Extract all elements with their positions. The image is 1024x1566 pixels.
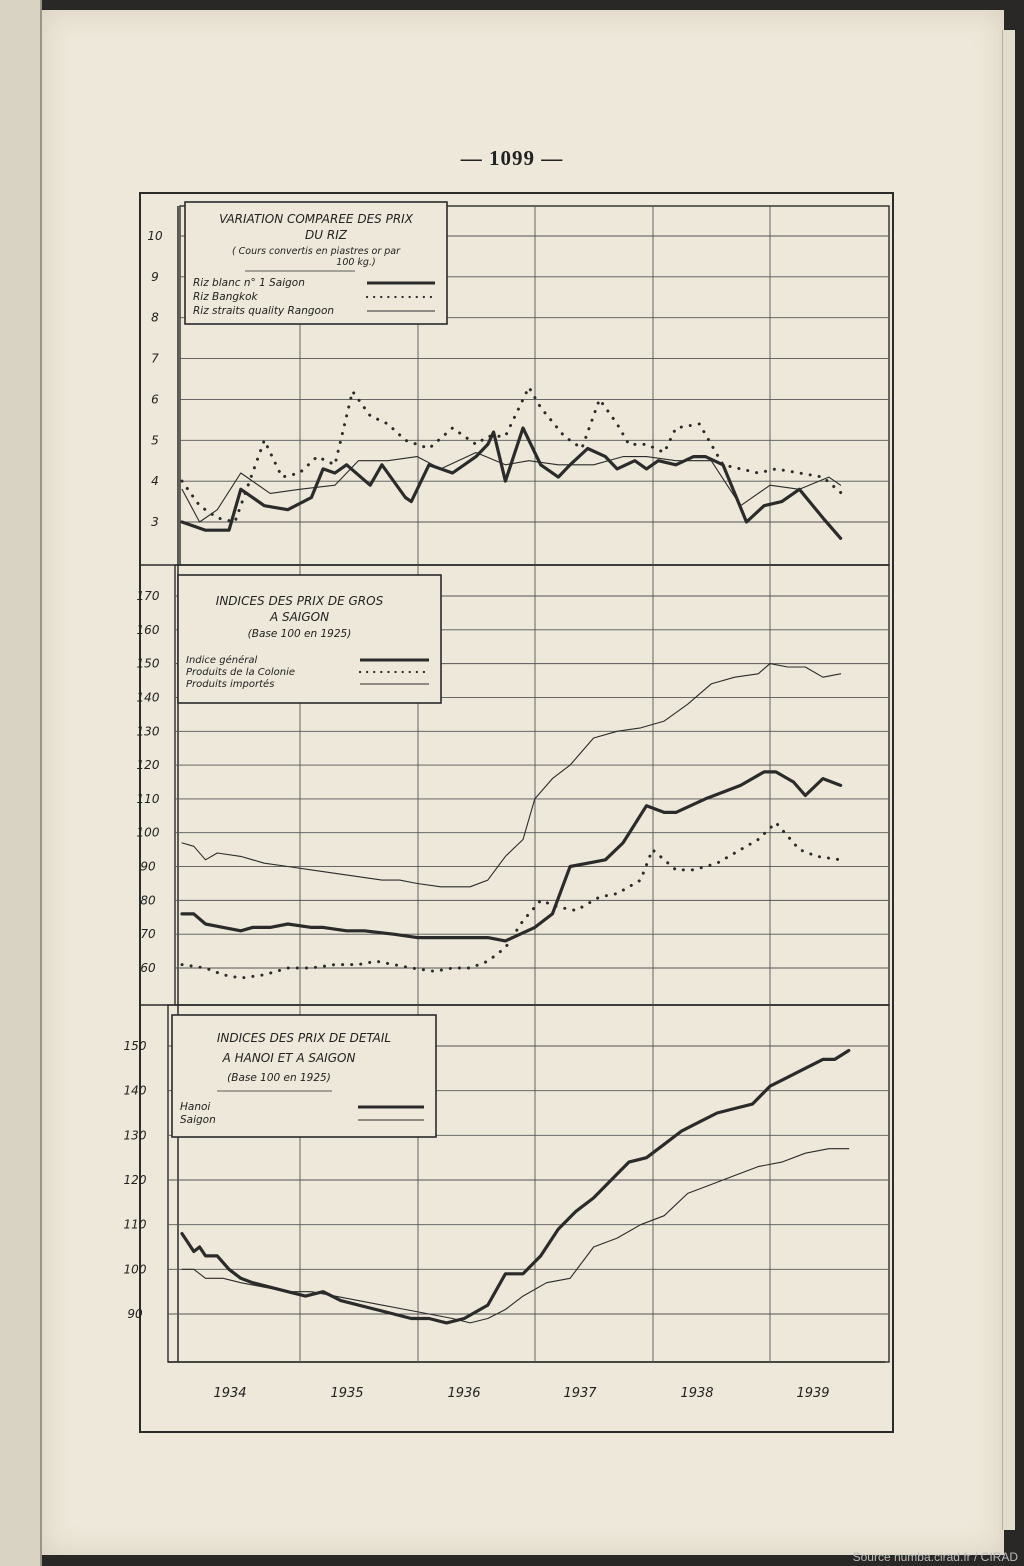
x-tick-label-1935: 1935: [330, 1386, 364, 1401]
legend-label: Hanoi: [180, 1101, 211, 1113]
chart-subtitle: ( Cours convertis en piastres or par: [231, 246, 401, 257]
y-tick-label: 120: [136, 758, 160, 773]
series-line-saigon: [182, 1149, 849, 1323]
y-tick-label: 90: [127, 1307, 143, 1321]
outer-frame: [140, 193, 893, 1432]
y-tick-label: 110: [123, 1217, 147, 1232]
y-tick-label: 140: [123, 1083, 147, 1098]
y-tick-label: 150: [136, 656, 160, 671]
x-tick-label-1938: 1938: [680, 1386, 714, 1401]
x-tick-label-1937: 1937: [563, 1386, 597, 1401]
chart-title: INDICES DES PRIX DE DETAIL: [216, 1031, 392, 1045]
y-tick-label: 110: [136, 791, 160, 806]
chart-subtitle: (Base 100 en 1925): [247, 628, 352, 640]
y-tick-label: 8: [151, 310, 159, 325]
legend-label: Produits de la Colonie: [186, 667, 296, 678]
y-tick-label: 5: [151, 433, 159, 448]
y-tick-label: 160: [136, 622, 160, 637]
y-tick-label: 4: [151, 474, 159, 489]
y-tick-label: 3: [151, 515, 159, 529]
chart-subtitle-line2: 100 kg.): [336, 257, 376, 268]
chart-title-line2: A HANOI ET A SAIGON: [222, 1051, 356, 1065]
chart-title: VARIATION COMPAREE DES PRIX: [219, 212, 413, 226]
chart-title: INDICES DES PRIX DE GROS: [215, 594, 384, 608]
y-tick-label: 9: [151, 269, 159, 284]
chart-title-line2: A SAIGON: [269, 610, 330, 624]
x-tick-label-1936: 1936: [447, 1386, 481, 1401]
y-tick-label: 6: [151, 392, 159, 407]
y-tick-label: 120: [123, 1173, 147, 1187]
y-tick-label: 7: [151, 351, 159, 366]
y-tick-label: 150: [123, 1039, 147, 1053]
y-tick-label: 90: [140, 859, 156, 874]
y-tick-label: 170: [136, 589, 160, 603]
chart-title-line2: DU RIZ: [305, 228, 347, 242]
y-tick-label: 10: [147, 229, 163, 243]
y-tick-label: 70: [140, 927, 156, 942]
x-tick-label-1934: 1934: [213, 1386, 247, 1401]
y-tick-label: 100: [123, 1262, 147, 1277]
y-tick-label: 130: [123, 1128, 147, 1143]
y-tick-label: 80: [140, 893, 156, 908]
chart-subtitle: (Base 100 en 1925): [227, 1072, 331, 1084]
y-tick-label: 130: [136, 724, 160, 739]
legend-label: Saigon: [180, 1114, 216, 1126]
y-tick-label: 140: [136, 690, 160, 705]
source-credit: Source numba.cirad.fr / CIRAD: [852, 1550, 1018, 1564]
y-tick-label: 60: [140, 961, 156, 975]
page-number: — 1099 —: [460, 146, 564, 170]
legend-label: Indice général: [186, 655, 258, 666]
y-tick-label: 100: [136, 825, 160, 840]
legend-label: Riz blanc n° 1 Saigon: [193, 277, 305, 289]
legend-label: Riz straits quality Rangoon: [193, 305, 335, 317]
legend-label: Riz Bangkok: [193, 291, 258, 303]
legend-label: Produits importés: [186, 679, 275, 690]
series-line-indice-g-n-ral: [182, 772, 841, 941]
x-tick-label-1939: 1939: [796, 1386, 830, 1401]
